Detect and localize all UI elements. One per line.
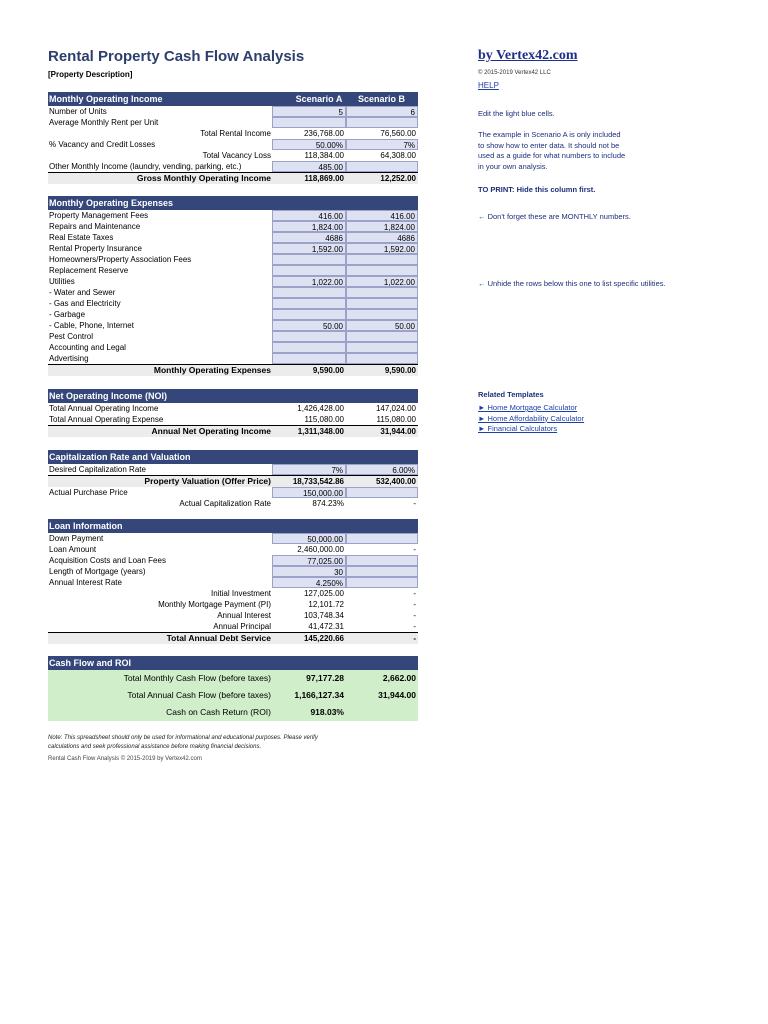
cell-b[interactable]: 416.00 xyxy=(346,210,418,221)
cell-b[interactable]: 1,022.00 xyxy=(346,276,418,287)
cell-a: 118,869.00 xyxy=(304,174,344,183)
disclaimer-note xyxy=(48,734,318,752)
cell-b[interactable] xyxy=(346,566,418,577)
noi-header-label: Net Operating Income (NOI) xyxy=(49,391,168,401)
row-label: Loan Amount xyxy=(49,545,97,554)
row-label: - Cable, Phone, Internet xyxy=(49,321,134,330)
table-row xyxy=(48,276,418,287)
table-row xyxy=(48,342,418,353)
table-row xyxy=(48,704,418,721)
total-row xyxy=(48,632,418,644)
table-row xyxy=(48,687,418,704)
cell-a: 115,080.00 xyxy=(304,415,344,424)
row-label: Total Annual Debt Service xyxy=(166,633,271,643)
income-header-label: Monthly Operating Income xyxy=(49,94,163,104)
row-label: Real Estate Taxes xyxy=(49,233,114,242)
cell-a[interactable] xyxy=(272,298,346,309)
cell-b: - xyxy=(413,622,416,631)
row-label: Actual Purchase Price xyxy=(49,488,128,497)
cell-b: - xyxy=(413,634,416,643)
row-label: Advertising xyxy=(49,354,89,363)
cell-a: 9,590.00 xyxy=(312,366,344,375)
table-row xyxy=(48,599,418,610)
row-label: Total Annual Cash Flow (before taxes) xyxy=(127,690,271,700)
table-row xyxy=(48,331,418,342)
edit-instruction: Edit the light blue cells. xyxy=(478,109,555,118)
cell-b[interactable] xyxy=(346,309,418,320)
instruction-line: in your own analysis. xyxy=(478,161,548,171)
disclaimer-line: Note: This spreadsheet should only be used for informational and educational purposes. Please verify xyxy=(48,735,318,741)
table-row xyxy=(48,117,418,128)
row-label: Desired Capitalization Rate xyxy=(49,465,146,474)
row-label: Annual Net Operating Income xyxy=(151,426,271,436)
financial-calculators-link[interactable]: ► Financial Calculators xyxy=(478,424,558,433)
cell-b[interactable] xyxy=(346,117,418,128)
monthly-expenses-section xyxy=(48,196,418,376)
roi-results-box xyxy=(48,670,418,721)
row-label: % Vacancy and Credit Losses xyxy=(49,140,156,149)
table-row xyxy=(48,544,418,555)
cell-b[interactable] xyxy=(346,298,418,309)
cell-a: 918.03% xyxy=(310,707,344,717)
cell-b: 2,662.00 xyxy=(382,673,416,683)
cell-b: - xyxy=(413,589,416,598)
table-row xyxy=(48,221,418,232)
cell-a[interactable]: 1,824.00 xyxy=(272,221,346,232)
cell-b[interactable] xyxy=(346,254,418,265)
cell-a: 1,166,127.34 xyxy=(294,690,344,700)
row-label: Gross Monthly Operating Income xyxy=(136,173,271,183)
scenario-a-header: Scenario A xyxy=(295,94,343,104)
total-row xyxy=(48,172,418,184)
cell-b: - xyxy=(413,545,416,554)
cell-a: 1,426,428.00 xyxy=(297,404,344,413)
row-label: Pest Control xyxy=(49,332,94,341)
footer-copyright: Rental Cash Flow Analysis © 2015-2019 by Vertex42.com xyxy=(48,756,202,762)
cell-a[interactable] xyxy=(272,265,346,276)
table-row xyxy=(48,487,418,498)
loan-section xyxy=(48,519,418,644)
table-row xyxy=(48,161,418,172)
cap-rate-section xyxy=(48,450,418,509)
roi-section xyxy=(48,656,418,721)
table-row xyxy=(48,621,418,632)
disclaimer-line: calculations and seek professional assistance before making financial decisions. xyxy=(48,744,262,750)
table-row xyxy=(48,106,418,117)
cell-a[interactable]: 485.00 xyxy=(272,161,346,172)
table-row xyxy=(48,464,418,475)
row-label: Accounting and Legal xyxy=(49,343,126,352)
cell-a[interactable]: 4.250% xyxy=(272,577,346,588)
row-label: Rental Property Insurance xyxy=(49,244,142,253)
table-row xyxy=(48,232,418,243)
table-row xyxy=(48,309,418,320)
cell-b[interactable]: 1,824.00 xyxy=(346,221,418,232)
roi-header-label: Cash Flow and ROI xyxy=(49,658,132,668)
cell-a: 127,025.00 xyxy=(303,589,344,598)
row-label: Length of Mortgage (years) xyxy=(49,567,146,576)
cell-b[interactable] xyxy=(346,161,418,172)
loan-header xyxy=(48,519,418,533)
cell-a: 103,748.34 xyxy=(303,611,344,620)
cell-a[interactable] xyxy=(272,331,346,342)
cell-b[interactable] xyxy=(346,265,418,276)
instruction-line: to show how to enter data. It should not be xyxy=(478,140,620,150)
table-row xyxy=(48,577,418,588)
income-header xyxy=(48,92,418,106)
row-label: Total Vacancy Loss xyxy=(202,151,271,160)
table-row xyxy=(48,588,418,599)
cell-b[interactable] xyxy=(346,487,418,498)
cell-b: - xyxy=(413,499,416,508)
table-row xyxy=(48,287,418,298)
cell-a[interactable]: 1,022.00 xyxy=(272,276,346,287)
cell-a[interactable]: 30 xyxy=(272,566,346,577)
cell-a[interactable] xyxy=(272,117,346,128)
row-label: - Garbage xyxy=(49,310,86,319)
table-row xyxy=(48,128,418,139)
row-label: Total Rental Income xyxy=(200,129,271,138)
cell-b: 64,308.00 xyxy=(380,151,416,160)
help-link[interactable]: HELP xyxy=(478,81,499,90)
utilities-note: ← Unhide the rows below this one to list specific utilities. xyxy=(478,279,666,288)
scenario-b-header: Scenario B xyxy=(357,94,406,104)
table-row xyxy=(48,298,418,309)
cell-a: 97,177.28 xyxy=(306,673,344,683)
table-row xyxy=(48,403,418,414)
cell-a[interactable]: 4686 xyxy=(272,232,346,243)
related-templates-title: Related Templates xyxy=(478,390,544,399)
cell-b xyxy=(346,704,418,721)
copyright-text: © 2015-2019 Vertex42 LLC xyxy=(478,70,551,76)
vertex42-link[interactable]: by Vertex42.com xyxy=(478,48,578,63)
table-row xyxy=(48,139,418,150)
table-row xyxy=(48,265,418,276)
home-affordability-calculator-link[interactable]: ► Home Affordability Calculator xyxy=(478,413,585,423)
page-title: Rental Property Cash Flow Analysis xyxy=(48,48,305,65)
cell-a[interactable]: 77,025.00 xyxy=(272,555,346,566)
cell-a: 41,472.31 xyxy=(308,622,344,631)
noi-header xyxy=(48,389,418,403)
cell-b[interactable]: 4686 xyxy=(346,232,418,243)
cell-a[interactable]: 5 xyxy=(272,106,346,117)
cap-header-label: Capitalization Rate and Valuation xyxy=(49,452,191,462)
row-label: Monthly Operating Expenses xyxy=(153,365,271,375)
expenses-header-label: Monthly Operating Expenses xyxy=(49,198,174,208)
row-label: Property Management Fees xyxy=(49,211,149,220)
row-label: Actual Capitalization Rate xyxy=(179,499,271,508)
row-label: Acquisition Costs and Loan Fees xyxy=(49,556,166,565)
example-instruction xyxy=(478,130,625,172)
cell-b[interactable] xyxy=(346,533,418,544)
table-row xyxy=(48,414,418,425)
row-label: Annual Interest Rate xyxy=(49,578,122,587)
table-row xyxy=(48,498,418,509)
cell-b[interactable] xyxy=(346,342,418,353)
table-row xyxy=(48,533,418,544)
cell-b[interactable]: 1,592.00 xyxy=(346,243,418,254)
cell-a[interactable] xyxy=(272,287,346,298)
instruction-line: used as a guide for what numbers to include xyxy=(478,151,626,160)
cell-b[interactable] xyxy=(346,331,418,342)
home-mortgage-calculator-link[interactable]: ► Home Mortgage Calculator xyxy=(478,403,578,412)
row-label: - Water and Sewer xyxy=(49,288,116,297)
row-label: Average Monthly Rent per Unit xyxy=(49,118,159,127)
cap-header xyxy=(48,450,418,464)
property-description[interactable]: [Property Description] xyxy=(48,70,133,79)
table-row xyxy=(48,320,418,331)
cell-a[interactable]: 50.00 xyxy=(272,320,346,331)
cell-a[interactable]: 50,000.00 xyxy=(272,533,346,544)
cell-b: 532,400.00 xyxy=(375,477,416,486)
cell-a[interactable] xyxy=(272,353,346,364)
table-row xyxy=(48,555,418,566)
total-row xyxy=(48,364,418,376)
instruction-line: The example in Scenario A is only included xyxy=(478,130,621,139)
cell-b: 147,024.00 xyxy=(375,404,416,413)
cell-a[interactable]: 7% xyxy=(272,464,346,475)
cell-b[interactable]: 50.00 xyxy=(346,320,418,331)
cell-a: 12,101.72 xyxy=(308,600,344,609)
monthly-note: ← Don't forget these are MONTHLY numbers. xyxy=(478,212,631,221)
table-row xyxy=(48,610,418,621)
row-label: Monthly Mortgage Payment (PI) xyxy=(158,600,271,609)
table-row xyxy=(48,150,418,161)
total-row xyxy=(48,475,418,487)
table-row xyxy=(48,210,418,221)
row-label: Total Annual Operating Income xyxy=(49,404,159,413)
table-row xyxy=(48,353,418,364)
row-label: Annual Interest xyxy=(217,611,271,620)
roi-header xyxy=(48,656,418,670)
cell-a[interactable] xyxy=(272,309,346,320)
cell-a[interactable]: 50.00% xyxy=(272,139,346,150)
table-row xyxy=(48,254,418,265)
table-row xyxy=(48,670,418,687)
cell-a: 236,768.00 xyxy=(303,129,344,138)
row-label: Repairs and Maintenance xyxy=(49,222,141,231)
row-label: Homeowners/Property Association Fees xyxy=(49,255,192,264)
cell-b: 31,944.00 xyxy=(380,427,416,436)
cell-a[interactable]: 416.00 xyxy=(272,210,346,221)
cell-b: 31,944.00 xyxy=(378,690,416,700)
cell-b: 9,590.00 xyxy=(384,366,416,375)
row-label: Down Payment xyxy=(49,534,104,543)
total-row xyxy=(48,425,418,437)
loan-header-label: Loan Information xyxy=(49,521,123,531)
row-label: - Gas and Electricity xyxy=(49,299,121,308)
cell-b[interactable]: 6 xyxy=(346,106,418,117)
cell-b: 76,560.00 xyxy=(380,129,416,138)
noi-section xyxy=(48,389,418,437)
table-row xyxy=(48,243,418,254)
cell-b: - xyxy=(413,600,416,609)
expenses-header xyxy=(48,196,418,210)
cell-b: - xyxy=(413,611,416,620)
related-templates-list xyxy=(478,403,584,435)
cell-a: 18,733,542.86 xyxy=(292,477,344,486)
cell-a: 2,460,000.00 xyxy=(297,545,344,554)
table-row xyxy=(48,566,418,577)
cell-a[interactable] xyxy=(272,342,346,353)
cell-b[interactable] xyxy=(346,577,418,588)
cell-a[interactable]: 1,592.00 xyxy=(272,243,346,254)
row-label: Replacement Reserve xyxy=(49,266,129,275)
cell-a: 118,384.00 xyxy=(304,151,344,160)
cell-a: 1,311,348.00 xyxy=(297,427,344,436)
row-label: Cash on Cash Return (ROI) xyxy=(166,707,271,717)
cell-a[interactable]: 150,000.00 xyxy=(272,487,346,498)
row-label: Number of Units xyxy=(49,107,107,116)
cell-b[interactable]: 7% xyxy=(346,139,418,150)
row-label: Total Annual Operating Expense xyxy=(49,415,164,424)
monthly-income-section xyxy=(48,92,418,184)
cell-b[interactable]: 6.00% xyxy=(346,464,418,475)
cell-a: 145,220.66 xyxy=(303,634,344,643)
cell-b: 12,252.00 xyxy=(380,174,416,183)
row-label: Other Monthly Income (laundry, vending, parking, etc.) xyxy=(49,162,242,171)
row-label: Annual Principal xyxy=(213,622,271,631)
row-label: Utilities xyxy=(49,277,75,286)
cell-b: 115,080.00 xyxy=(376,415,416,424)
cell-b[interactable] xyxy=(346,555,418,566)
cell-b[interactable] xyxy=(346,287,418,298)
row-label: Initial Investment xyxy=(210,589,271,598)
cell-a: 874.23% xyxy=(312,499,344,508)
cell-a[interactable] xyxy=(272,254,346,265)
print-instruction: TO PRINT: Hide this column first. xyxy=(478,185,596,194)
cell-b[interactable] xyxy=(346,353,418,364)
row-label: Total Monthly Cash Flow (before taxes) xyxy=(123,673,271,683)
row-label: Property Valuation (Offer Price) xyxy=(144,476,271,486)
